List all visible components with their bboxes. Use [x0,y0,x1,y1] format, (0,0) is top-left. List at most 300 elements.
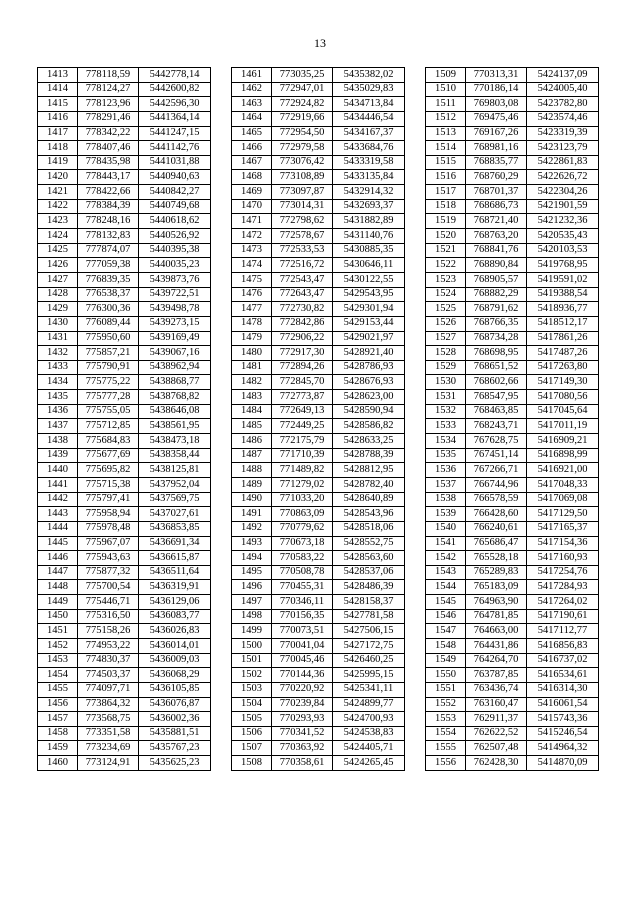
y-coordinate-cell: 5415743,36 [527,712,599,727]
point-number-cell: 1509 [426,68,466,83]
y-coordinate-cell: 5438561,95 [139,419,211,434]
x-coordinate-cell: 775158,26 [78,624,139,639]
x-coordinate-cell: 764781,85 [466,609,527,624]
table-row [426,507,599,522]
y-coordinate-cell: 5423782,80 [527,97,599,112]
table-row [232,68,405,83]
table-row [232,492,405,507]
y-coordinate-cell: 5417254,76 [527,565,599,580]
x-coordinate-cell: 776538,37 [78,287,139,302]
x-coordinate-cell: 772906,22 [272,331,333,346]
x-coordinate-cell: 763160,47 [466,697,527,712]
point-number-cell: 1496 [232,580,272,595]
point-number-cell: 1525 [426,302,466,317]
point-number-cell: 1458 [38,726,78,741]
point-number-cell: 1479 [232,331,272,346]
coordinates-table-1 [37,67,211,771]
y-coordinate-cell: 5428537,06 [333,565,405,580]
table-row [38,155,211,170]
x-coordinate-cell: 762507,48 [466,741,527,756]
point-number-cell: 1468 [232,170,272,185]
point-number-cell: 1424 [38,229,78,244]
y-coordinate-cell: 5432914,32 [333,185,405,200]
table-row [426,609,599,624]
x-coordinate-cell: 774830,37 [78,653,139,668]
point-number-cell: 1435 [38,390,78,405]
point-number-cell: 1536 [426,463,466,478]
table-row [232,756,405,771]
x-coordinate-cell: 768766,35 [466,316,527,331]
x-coordinate-cell: 770041,04 [272,638,333,653]
y-coordinate-cell: 5430122,55 [333,272,405,287]
table-row [426,697,599,712]
x-coordinate-cell: 768547,95 [466,390,527,405]
table-row [38,682,211,697]
y-coordinate-cell: 5421232,36 [527,214,599,229]
table-row [38,287,211,302]
x-coordinate-cell: 769167,26 [466,126,527,141]
x-coordinate-cell: 764663,00 [466,624,527,639]
point-number-cell: 1423 [38,214,78,229]
x-coordinate-cell: 768734,28 [466,331,527,346]
point-number-cell: 1481 [232,360,272,375]
point-number-cell: 1453 [38,653,78,668]
point-number-cell: 1451 [38,624,78,639]
x-coordinate-cell: 772516,72 [272,258,333,273]
point-number-cell: 1490 [232,492,272,507]
table-row [426,565,599,580]
y-coordinate-cell: 5423574,46 [527,111,599,126]
point-number-cell: 1470 [232,199,272,214]
table-row [232,448,405,463]
x-coordinate-cell: 773568,75 [78,712,139,727]
y-coordinate-cell: 5433135,84 [333,170,405,185]
y-coordinate-cell: 5435881,51 [139,726,211,741]
y-coordinate-cell: 5428563,60 [333,551,405,566]
table-row [426,302,599,317]
table-row [38,536,211,551]
x-coordinate-cell: 773035,25 [272,68,333,83]
table-row [232,375,405,390]
table-row [232,697,405,712]
table-row [232,287,405,302]
y-coordinate-cell: 5442600,82 [139,82,211,97]
x-coordinate-cell: 775877,32 [78,565,139,580]
point-number-cell: 1535 [426,448,466,463]
table-row [426,316,599,331]
x-coordinate-cell: 775446,71 [78,595,139,610]
table-row [38,229,211,244]
table-row [426,82,599,97]
x-coordinate-cell: 768905,57 [466,272,527,287]
table-row [232,741,405,756]
x-coordinate-cell: 773864,32 [78,697,139,712]
y-coordinate-cell: 5436076,87 [139,697,211,712]
point-number-cell: 1447 [38,565,78,580]
point-number-cell: 1506 [232,726,272,741]
x-coordinate-cell: 772979,58 [272,141,333,156]
point-number-cell: 1489 [232,477,272,492]
table-row [232,726,405,741]
y-coordinate-cell: 5427506,15 [333,624,405,639]
table-row [426,404,599,419]
point-number-cell: 1469 [232,185,272,200]
table-row [426,126,599,141]
table-row [38,638,211,653]
x-coordinate-cell: 767628,75 [466,434,527,449]
y-coordinate-cell: 5420103,53 [527,243,599,258]
x-coordinate-cell: 775700,54 [78,580,139,595]
table-row [232,243,405,258]
x-coordinate-cell: 768721,40 [466,214,527,229]
point-number-cell: 1527 [426,331,466,346]
x-coordinate-cell: 778118,59 [78,68,139,83]
y-coordinate-cell: 5435767,23 [139,741,211,756]
table-row [232,126,405,141]
x-coordinate-cell: 778291,46 [78,111,139,126]
y-coordinate-cell: 5417048,33 [527,477,599,492]
y-coordinate-cell: 5421901,59 [527,199,599,214]
table-row [232,682,405,697]
x-coordinate-cell: 769475,46 [466,111,527,126]
y-coordinate-cell: 5434713,84 [333,97,405,112]
y-coordinate-cell: 5422626,72 [527,170,599,185]
table-row [426,229,599,244]
x-coordinate-cell: 765289,83 [466,565,527,580]
y-coordinate-cell: 5428921,40 [333,346,405,361]
point-number-cell: 1471 [232,214,272,229]
x-coordinate-cell: 771033,20 [272,492,333,507]
x-coordinate-cell: 767451,14 [466,448,527,463]
point-number-cell: 1425 [38,243,78,258]
point-number-cell: 1508 [232,756,272,771]
y-coordinate-cell: 5430885,35 [333,243,405,258]
y-coordinate-cell: 5428590,94 [333,404,405,419]
coordinates-table-3 [425,67,599,771]
point-number-cell: 1467 [232,155,272,170]
y-coordinate-cell: 5428782,40 [333,477,405,492]
x-coordinate-cell: 773108,89 [272,170,333,185]
point-number-cell: 1517 [426,185,466,200]
table-row [426,68,599,83]
y-coordinate-cell: 5428486,39 [333,580,405,595]
y-coordinate-cell: 5429543,95 [333,287,405,302]
table-row [426,287,599,302]
y-coordinate-cell: 5435382,02 [333,68,405,83]
table-row [232,434,405,449]
x-coordinate-cell: 775967,07 [78,536,139,551]
table-row [232,141,405,156]
table-row [426,390,599,405]
y-coordinate-cell: 5417129,50 [527,507,599,522]
point-number-cell: 1522 [426,258,466,273]
table-row [38,756,211,771]
x-coordinate-cell: 770293,93 [272,712,333,727]
point-number-cell: 1452 [38,638,78,653]
point-number-cell: 1492 [232,521,272,536]
y-coordinate-cell: 5440526,92 [139,229,211,244]
x-coordinate-cell: 770341,52 [272,726,333,741]
y-coordinate-cell: 5419591,02 [527,272,599,287]
x-coordinate-cell: 772954,50 [272,126,333,141]
table-row [426,346,599,361]
point-number-cell: 1519 [426,214,466,229]
point-number-cell: 1427 [38,272,78,287]
table-row [38,463,211,478]
point-number-cell: 1413 [38,68,78,83]
table-row [426,448,599,463]
x-coordinate-cell: 772773,87 [272,390,333,405]
point-number-cell: 1414 [38,82,78,97]
table-row [38,668,211,683]
y-coordinate-cell: 5420535,43 [527,229,599,244]
point-number-cell: 1550 [426,668,466,683]
y-coordinate-cell: 5442596,30 [139,97,211,112]
table-row [38,185,211,200]
y-coordinate-cell: 5436105,85 [139,682,211,697]
x-coordinate-cell: 774503,37 [78,668,139,683]
x-coordinate-cell: 762911,37 [466,712,527,727]
y-coordinate-cell: 5441142,76 [139,141,211,156]
x-coordinate-cell: 773097,87 [272,185,333,200]
x-coordinate-cell: 775712,85 [78,419,139,434]
x-coordinate-cell: 775677,69 [78,448,139,463]
point-number-cell: 1513 [426,126,466,141]
table-row [426,155,599,170]
point-number-cell: 1450 [38,609,78,624]
table-row [232,390,405,405]
point-number-cell: 1449 [38,595,78,610]
x-coordinate-cell: 772649,13 [272,404,333,419]
table-row [232,302,405,317]
x-coordinate-cell: 770220,92 [272,682,333,697]
point-number-cell: 1507 [232,741,272,756]
x-coordinate-cell: 766428,60 [466,507,527,522]
y-coordinate-cell: 5440940,63 [139,170,211,185]
point-number-cell: 1498 [232,609,272,624]
y-coordinate-cell: 5442778,14 [139,68,211,83]
point-number-cell: 1545 [426,595,466,610]
x-coordinate-cell: 770863,09 [272,507,333,522]
y-coordinate-cell: 5426460,25 [333,653,405,668]
x-coordinate-cell: 774953,22 [78,638,139,653]
x-coordinate-cell: 768651,52 [466,360,527,375]
table-row [232,258,405,273]
y-coordinate-cell: 5417487,26 [527,346,599,361]
table-row [232,536,405,551]
table-row [38,126,211,141]
y-coordinate-cell: 5424265,45 [333,756,405,771]
point-number-cell: 1431 [38,331,78,346]
x-coordinate-cell: 772175,79 [272,434,333,449]
x-coordinate-cell: 772919,66 [272,111,333,126]
table-row [426,243,599,258]
point-number-cell: 1533 [426,419,466,434]
point-number-cell: 1541 [426,536,466,551]
table-row [426,111,599,126]
point-number-cell: 1549 [426,653,466,668]
point-number-cell: 1501 [232,653,272,668]
y-coordinate-cell: 5428623,00 [333,390,405,405]
x-coordinate-cell: 770508,78 [272,565,333,580]
y-coordinate-cell: 5415246,54 [527,726,599,741]
y-coordinate-cell: 5438125,81 [139,463,211,478]
x-coordinate-cell: 775943,63 [78,551,139,566]
x-coordinate-cell: 768890,84 [466,258,527,273]
table-row [426,726,599,741]
y-coordinate-cell: 5428786,93 [333,360,405,375]
table-row [426,712,599,727]
point-number-cell: 1515 [426,155,466,170]
x-coordinate-cell: 763436,74 [466,682,527,697]
table-row [426,272,599,287]
table-row [232,507,405,522]
x-coordinate-cell: 770239,84 [272,697,333,712]
table-row [232,624,405,639]
y-coordinate-cell: 5424405,71 [333,741,405,756]
y-coordinate-cell: 5416909,21 [527,434,599,449]
x-coordinate-cell: 778422,66 [78,185,139,200]
y-coordinate-cell: 5438646,08 [139,404,211,419]
x-coordinate-cell: 768835,77 [466,155,527,170]
x-coordinate-cell: 778124,27 [78,82,139,97]
y-coordinate-cell: 5425341,11 [333,682,405,697]
x-coordinate-cell: 768841,76 [466,243,527,258]
point-number-cell: 1462 [232,82,272,97]
table-row [232,170,405,185]
point-number-cell: 1523 [426,272,466,287]
y-coordinate-cell: 5437027,61 [139,507,211,522]
x-coordinate-cell: 772842,86 [272,316,333,331]
point-number-cell: 1505 [232,712,272,727]
point-number-cell: 1516 [426,170,466,185]
table-row [232,155,405,170]
x-coordinate-cell: 763787,85 [466,668,527,683]
y-coordinate-cell: 5417190,61 [527,609,599,624]
y-coordinate-cell: 5441364,14 [139,111,211,126]
y-coordinate-cell: 5417165,37 [527,521,599,536]
y-coordinate-cell: 5416856,83 [527,638,599,653]
x-coordinate-cell: 772533,53 [272,243,333,258]
table-row [426,741,599,756]
table-row [426,434,599,449]
point-number-cell: 1459 [38,741,78,756]
point-number-cell: 1477 [232,302,272,317]
y-coordinate-cell: 5419768,95 [527,258,599,273]
y-coordinate-cell: 5437952,04 [139,477,211,492]
point-number-cell: 1524 [426,287,466,302]
table-row [38,331,211,346]
y-coordinate-cell: 5436009,03 [139,653,211,668]
x-coordinate-cell: 770673,18 [272,536,333,551]
y-coordinate-cell: 5440395,38 [139,243,211,258]
x-coordinate-cell: 766744,96 [466,477,527,492]
y-coordinate-cell: 5428788,39 [333,448,405,463]
x-coordinate-cell: 775857,21 [78,346,139,361]
point-number-cell: 1500 [232,638,272,653]
table-row [232,97,405,112]
x-coordinate-cell: 768463,85 [466,404,527,419]
x-coordinate-cell: 774097,71 [78,682,139,697]
table-row [232,214,405,229]
x-coordinate-cell: 772798,62 [272,214,333,229]
table-row [232,712,405,727]
y-coordinate-cell: 5439273,15 [139,316,211,331]
y-coordinate-cell: 5437569,75 [139,492,211,507]
x-coordinate-cell: 775978,48 [78,521,139,536]
table-row [38,477,211,492]
table-row [38,272,211,287]
table-row [38,199,211,214]
table-row [38,170,211,185]
table-row [38,390,211,405]
y-coordinate-cell: 5428633,25 [333,434,405,449]
y-coordinate-cell: 5417080,56 [527,390,599,405]
x-coordinate-cell: 778435,98 [78,155,139,170]
table-row [38,712,211,727]
point-number-cell: 1511 [426,97,466,112]
table-row [38,360,211,375]
y-coordinate-cell: 5436319,91 [139,580,211,595]
point-number-cell: 1552 [426,697,466,712]
y-coordinate-cell: 5428812,95 [333,463,405,478]
x-coordinate-cell: 775775,22 [78,375,139,390]
x-coordinate-cell: 775695,82 [78,463,139,478]
x-coordinate-cell: 772543,47 [272,272,333,287]
x-coordinate-cell: 764431,86 [466,638,527,653]
point-number-cell: 1499 [232,624,272,639]
point-number-cell: 1514 [426,141,466,156]
y-coordinate-cell: 5427172,75 [333,638,405,653]
y-coordinate-cell: 5440035,23 [139,258,211,273]
y-coordinate-cell: 5436691,34 [139,536,211,551]
table-row [38,375,211,390]
table-row [38,302,211,317]
x-coordinate-cell: 762622,52 [466,726,527,741]
y-coordinate-cell: 5428543,96 [333,507,405,522]
table-row [38,741,211,756]
x-coordinate-cell: 766240,61 [466,521,527,536]
point-number-cell: 1433 [38,360,78,375]
table-row [426,580,599,595]
y-coordinate-cell: 5416898,99 [527,448,599,463]
x-coordinate-cell: 775950,60 [78,331,139,346]
y-coordinate-cell: 5436026,83 [139,624,211,639]
y-coordinate-cell: 5428518,06 [333,521,405,536]
point-number-cell: 1480 [232,346,272,361]
y-coordinate-cell: 5436014,01 [139,638,211,653]
table-row [232,229,405,244]
table-row [38,565,211,580]
x-coordinate-cell: 770073,51 [272,624,333,639]
table-row [38,507,211,522]
y-coordinate-cell: 5438358,44 [139,448,211,463]
y-coordinate-cell: 5436002,36 [139,712,211,727]
x-coordinate-cell: 770144,36 [272,668,333,683]
y-coordinate-cell: 5428586,82 [333,419,405,434]
x-coordinate-cell: 765183,09 [466,580,527,595]
point-number-cell: 1446 [38,551,78,566]
x-coordinate-cell: 773351,58 [78,726,139,741]
x-coordinate-cell: 772924,82 [272,97,333,112]
point-number-cell: 1504 [232,697,272,712]
point-number-cell: 1445 [38,536,78,551]
y-coordinate-cell: 5434446,54 [333,111,405,126]
table-row [426,521,599,536]
table-row [426,595,599,610]
y-coordinate-cell: 5439722,51 [139,287,211,302]
point-number-cell: 1465 [232,126,272,141]
